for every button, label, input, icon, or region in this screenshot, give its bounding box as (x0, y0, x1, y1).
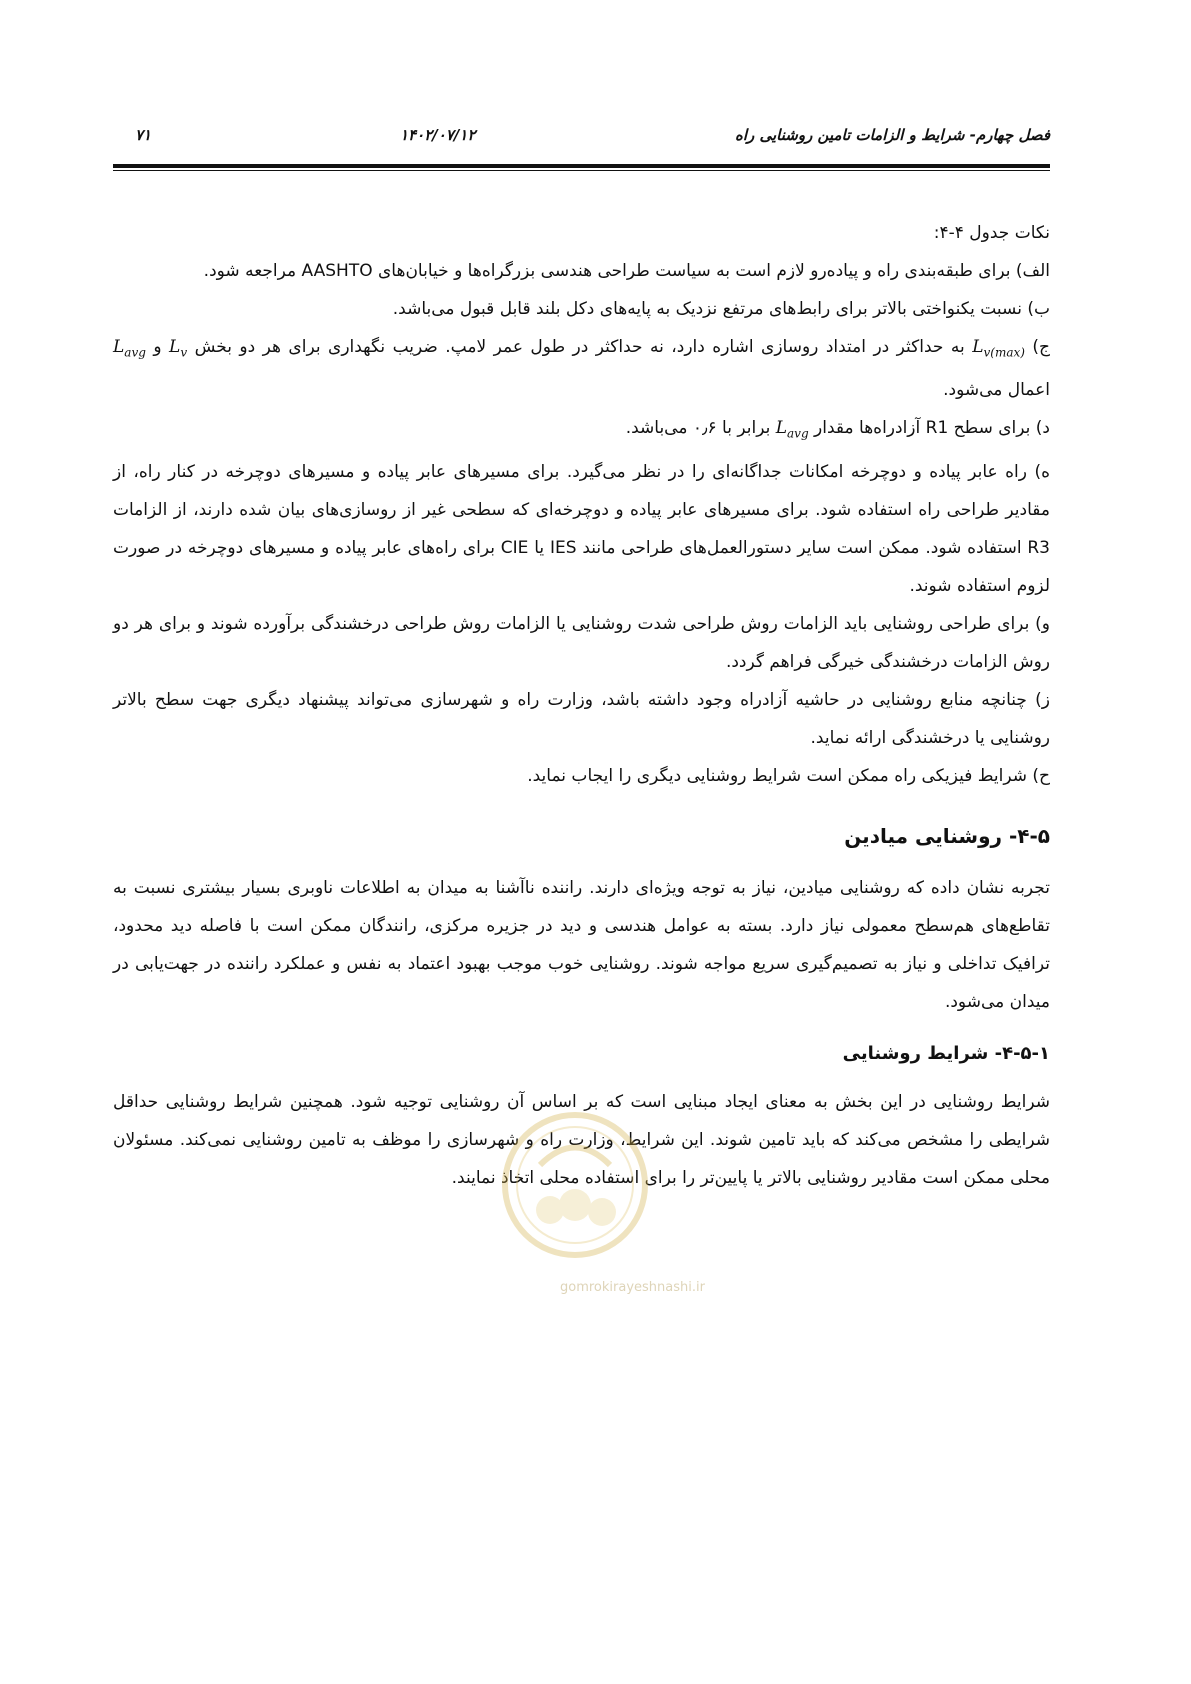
note-alef: الف) برای طبقه‌بندی راه و پیاده‌رو لازم است به سیاست طراحی هندسی بزرگراه‌ها و خیابان‌های AASHTO مراجعه شود. (203, 261, 1050, 281)
note-he2: ح) شرایط فیزیکی راه ممکن است شرایط روشنایی دیگری را ایجاب نماید. (527, 765, 1050, 786)
notes-heading: نکات جدول ۴-۴: (933, 223, 1050, 243)
section-title: ۴-۵- روشنایی میادین (844, 823, 1050, 848)
header-rule-thick (113, 164, 1050, 168)
math-lavg: $L_{avg}$ (113, 337, 146, 360)
main-content (113, 214, 1050, 1197)
watermark-url: gomrokirayeshnashi.ir (560, 1280, 705, 1295)
note-he: ه) راه عابر پیاده و دوچرخه امکانات جداگانه‌ای را در نظر می‌گیرد. برای مسیرهای عابر پیاده و مسیرهای دوچرخه در کنار راه، از مقادیر طراحی راه استفاده شود. برای مسیرهای عابر پیاده و دوچرخه‌ای که سطحی غیر از روسازی‌های بیان شده دارند، از الزامات R3 استفاده شود. ممکن است سایر دستورالعمل‌های طراحی مانند IES یا CIE برای راه‌های عابر پیاده و مسیرهای دوچرخه در صورت لزوم استفاده شوند. (113, 461, 1051, 596)
page-header (113, 126, 1050, 156)
section-body: تجربه نشان داده که روشنایی میادین، نیاز به توجه ویژه‌ای دارند. راننده ناآشنا به میدان به اطلاعات ناوبری بسیار بیشتری نسبت به تقاطع‌های هم‌سطح معمولی نیاز دارد. بسته به عوامل هندسی و دید در جزیره مرکزی، رانندگان ممکن است با فاصله دید محدود، ترافیک تداخلی و نیاز به تصمیم‌گیری سریع مواجه شوند. روشنایی خوب موجب بهبود اعتماد به نفس و عملکرد راننده در جهت‌یابی در میدان می‌شود. (113, 877, 1050, 1012)
header-date: ۱۴۰۲/۰۷/۱۲ (400, 126, 476, 144)
subsection-body: شرایط روشنایی در این بخش به معنای ایجاد مبنایی است که بر اساس آن روشنایی توجیه شود. همچنین شرایط روشنایی حداقل شرایطی را مشخص می‌کند که باید تامین شوند. این شرایط، وزارت راه و شهرسازی را موظف به تامین روشنایی نمی‌کند. مسئولان محلی ممکن است مقادیر روشنایی بالاتر یا پایین‌تر را برای استفاده محلی اتخاذ نمایند. (113, 1091, 1050, 1188)
note-je-part-b: به حداکثر در امتداد روسازی اشاره دارد، نه حداکثر در طول عمر لامپ. ضریب نگهداری برای هر دو بخش (187, 337, 973, 357)
watermark-seal-icon (500, 1110, 650, 1280)
header-rule-thin (113, 170, 1050, 171)
note-ze: ز) چنانچه منابع روشنایی در حاشیه آزادراه وجود داشته باشد، وزارت راه و شهرسازی می‌تواند پیشنهاد دیگری جهت سطح بالاتر روشنایی یا درخشندگی ارائه نماید. (113, 689, 1050, 748)
note-vav: و) برای طراحی روشنایی باید الزامات روش طراحی شدت روشنایی یا الزامات روش طراحی درخشندگی برآورده شوند و برای هر دو روش الزامات درخشندگی خیرگی فراهم گردد. (113, 613, 1050, 672)
chapter-title: فصل چهارم- شرایط و الزامات تامین روشنایی راه (734, 126, 1050, 144)
note-dal-part-a: د) برای سطح R1 آزادراه‌ها مقدار (808, 418, 1050, 439)
note-dal (113, 409, 1050, 452)
page-number: ۷۱ (135, 126, 152, 144)
note-je (113, 328, 1050, 409)
math-lv-max: $L_{v(max)}$ (972, 337, 1025, 360)
subsection-title: ۴-۵-۱- شرایط روشنایی (842, 1042, 1050, 1064)
note-je-part-c: و (145, 337, 170, 357)
note-dal-part-b: برابر با ۰٫۶ می‌باشد. (625, 418, 776, 439)
note-je-part-d: اعمال می‌شود. (943, 380, 1050, 401)
math-lv: $L_v$ (169, 337, 188, 360)
math-lavg-2: $L_{avg}$ (775, 418, 809, 441)
note-je-part-a: ج) (1024, 337, 1050, 357)
note-be: ب) نسبت یکنواختی بالاتر برای رابط‌های مرتفع نزدیک به پایه‌های دکل بلند قابل قبول می‌باشد. (392, 299, 1050, 319)
